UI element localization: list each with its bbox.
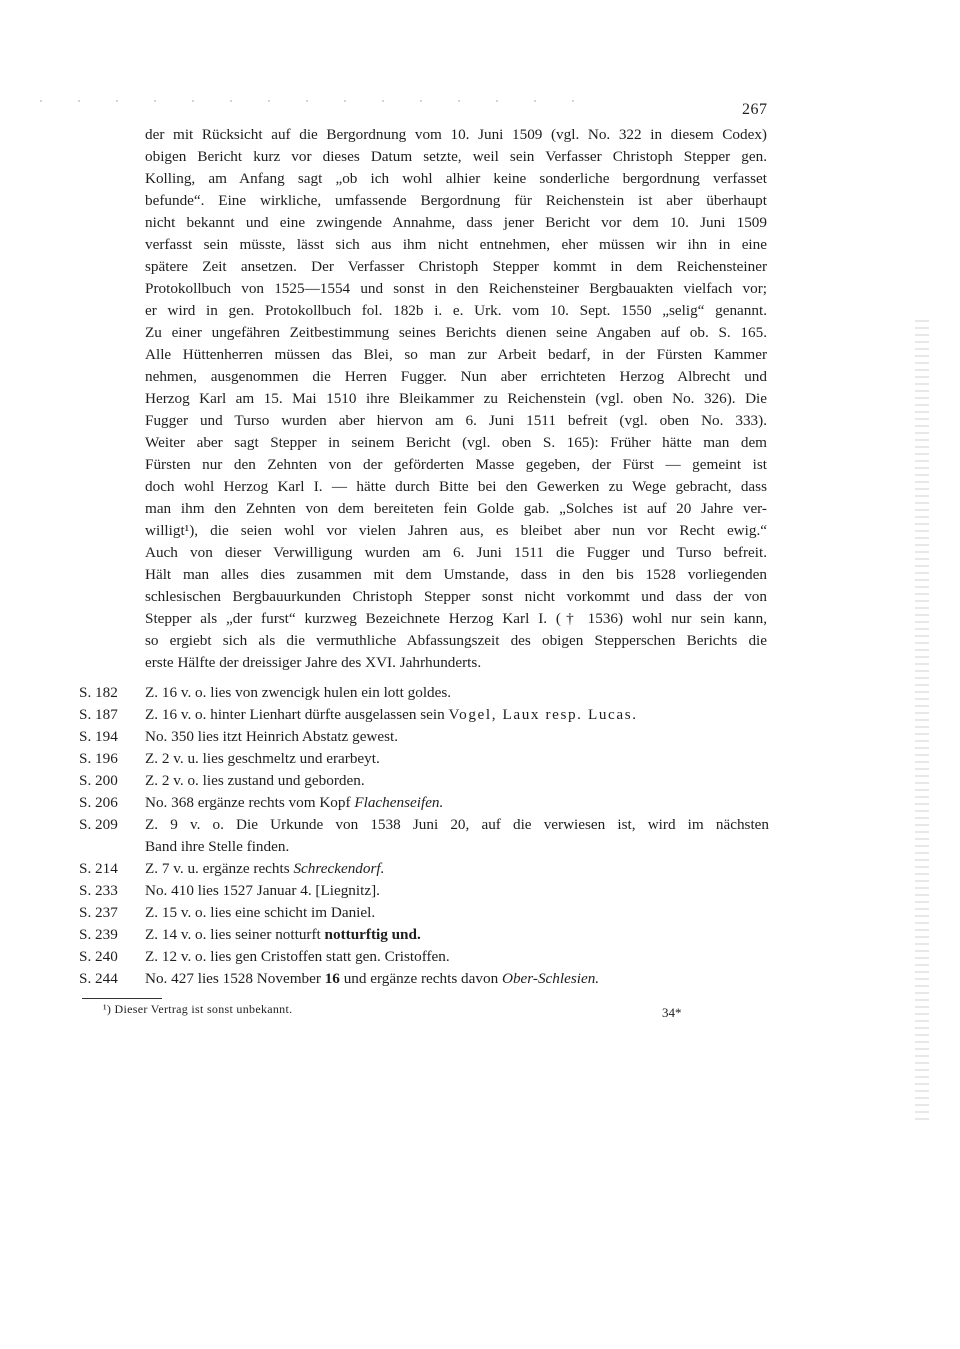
text-line: er wird in gen. Protokollbuch fol. 182b i. e. Urk. vom 10. Sept. 1550 „selig“ genannt. [145,302,767,319]
text-line: Protokollbuch von 1525—1554 und sonst in den Reichensteiner Bergbauakten vielfach vor; [145,280,767,297]
text-line: Alle Hüttenherren müssen das Blei, so man zur Arbeit bedarf, in der Fürsten Kammer [145,346,767,363]
text-line: Stepper als „der furst“ kurzweg Bezeichnete Herzog Karl I. († 1536) wohl nur sein kann, [145,610,767,627]
correction-text: Z. 16 v. o. hinter Lienhart dürfte ausgelassen sein [145,706,449,723]
correction-spaced-text: Vogel, Laux resp. Lucas. [448,706,638,723]
correction-entry [79,792,769,814]
correction-page-ref: S. 214 [79,860,118,877]
correction-bold-text: notturftig und. [324,926,421,943]
correction-text: Z. 16 v. o. lies von zwencigk hulen ein lott goldes. [145,684,452,701]
correction-page-ref: S. 200 [79,772,118,789]
text-line: Weiter aber sagt Stepper in seinem Bericht (vgl. oben S. 165): Früher hätte man dem [145,434,767,451]
text-line: nicht bekannt und eine zwingende Annahme, dass jener Bericht vor dem 10. Juni 1509 [145,214,767,231]
text-line: Hält man alles dies zusammen mit dem Umstande, dass in den bis 1528 vorliegenden [145,566,767,583]
text-line: der mit Rücksicht auf die Bergordnung vom 10. Juni 1509 (vgl. No. 322 in diesem Codex) [145,126,767,143]
correction-text: No. 410 lies 1527 Januar 4. [Liegnitz]. [145,882,380,899]
correction-entry [79,880,769,902]
text-line: nehmen, ausgenommen die Herren Fugger. Nun aber errichteten Herzog Albrecht und [145,368,767,385]
text-line: befunde“. Eine wirkliche, umfassende Bergordnung für Reichenstein ist aber überhaupt [145,192,767,209]
correction-italic-text: Flachenseifen. [354,794,444,811]
correction-entry [79,924,769,946]
correction-bold-text: 16 [324,970,340,987]
footnote-divider [82,998,162,999]
correction-text: No. 368 ergänze rechts vom Kopf [145,794,355,811]
correction-text: Z. 2 v. o. lies zustand und geborden. [145,772,365,789]
correction-page-ref: S. 196 [79,750,118,767]
correction-page-ref: S. 206 [79,794,118,811]
page-number: 267 [742,101,768,118]
correction-text: Z. 15 v. o. lies eine schicht im Daniel. [145,904,376,921]
correction-text: und ergänze rechts davon [339,970,502,987]
text-line: obigen Bericht kurz vor dieses Datum setzte, weil sein Verfasser Christoph Stepper gen. [145,148,767,165]
corrections-list [79,682,769,990]
correction-page-ref: S. 240 [79,948,118,965]
correction-page-ref: S. 233 [79,882,118,899]
text-line: Zu einer ungefähren Zeitbestimmung seines Berichts dienen seine Angaben auf ob. S. 165. [145,324,767,341]
text-line: verfasst sein müsste, lässt sich aus ihm nicht entnehmen, eher müssen wir ihn in eine [145,236,767,253]
scan-edge-artifact [915,320,929,1120]
footnote: ¹) Dieser Vertrag ist sonst unbekannt. [103,1002,293,1016]
correction-page-ref: S. 244 [79,970,118,987]
correction-entry [79,748,769,770]
correction-page-ref: S. 209 [79,816,118,833]
correction-entry [79,902,769,924]
correction-page-ref: S. 194 [79,728,118,745]
text-line: schlesischen Bergbauurkunden Christoph Stepper sonst nicht vorkommt und dass der von [145,588,767,605]
correction-text: Z. 7 v. u. ergänze rechts [145,860,294,877]
text-line: Fugger und Turso wurden aber hiervon am 6. Juni 1511 befreit (vgl. oben No. 333). [145,412,767,429]
text-line: Fürsten nur den Zehnten von der geförderten Masse gegeben, der Fürst — gemeint ist [145,456,767,473]
sheet-signature: 34* [662,1005,682,1020]
text-line: Auch von dieser Verwilligung wurden am 6. Juni 1511 die Fugger und Turso befreit. [145,544,767,561]
text-line: erste Hälfte der dreissiger Jahre des XVI. Jahrhunderts. [145,654,482,671]
correction-text: Z. 14 v. o. lies seiner notturft [145,926,325,943]
text-line: Kolling, am Anfang sagt „ob ich wohl alhier keine sonderliche bergordnung verfasset [145,170,767,187]
text-line: willigt¹), die seien wohl vor vielen Jahren aus, es bleibet aber nun vor Recht ewig.“ [145,522,767,539]
correction-entry [79,770,769,792]
correction-page-ref: S. 239 [79,926,118,943]
correction-text: Z. 12 v. o. lies gen Cristoffen statt gen. Cristoffen. [145,948,450,965]
correction-text: Z. 9 v. o. Die Urkunde von 1538 Juni 20, auf die verwiesen ist, wird im nächsten [145,816,769,833]
correction-page-ref: S. 237 [79,904,118,921]
correction-italic-text: Ober-Schlesien. [501,970,600,987]
correction-text-continued: Band ihre Stelle finden. [145,838,290,855]
correction-italic-text: Schreckendorf. [293,860,385,877]
correction-page-ref: S. 187 [79,706,118,723]
correction-entry [79,858,769,880]
correction-entry [79,814,769,858]
text-line: spätere Zeit ansetzen. Der Verfasser Christoph Stepper kommt in dem Reichensteiner [145,258,767,275]
text-line: so ergiebt sich als die vermuthliche Abfassungszeit des obigen Stepperschen Berichts die [145,632,767,649]
correction-entry [79,968,769,990]
correction-entry [79,946,769,968]
correction-page-ref: S. 182 [79,684,118,701]
correction-entry [79,704,769,726]
main-text [145,124,767,674]
text-line: Herzog Karl am 15. Mai 1510 ihre Bleikammer zu Reichenstein (vgl. oben No. 326). Die [145,390,767,407]
scan-noise [40,100,600,102]
correction-text: No. 350 lies itzt Heinrich Abstatz gewest. [145,728,399,745]
text-line: doch wohl Herzog Karl I. — hätte durch Bitte bei den Gewerken zu Wege gebracht, dass [145,478,767,495]
text-line: man ihm den Zehnten von dem bereiteten fein Golde gab. „Solches ist auf 20 Jahre ver- [145,500,767,517]
correction-text: No. 427 lies 1528 November [145,970,325,987]
correction-entry [79,682,769,704]
correction-entry [79,726,769,748]
correction-text: Z. 2 v. u. lies geschmeltz und erarbeyt. [145,750,380,767]
